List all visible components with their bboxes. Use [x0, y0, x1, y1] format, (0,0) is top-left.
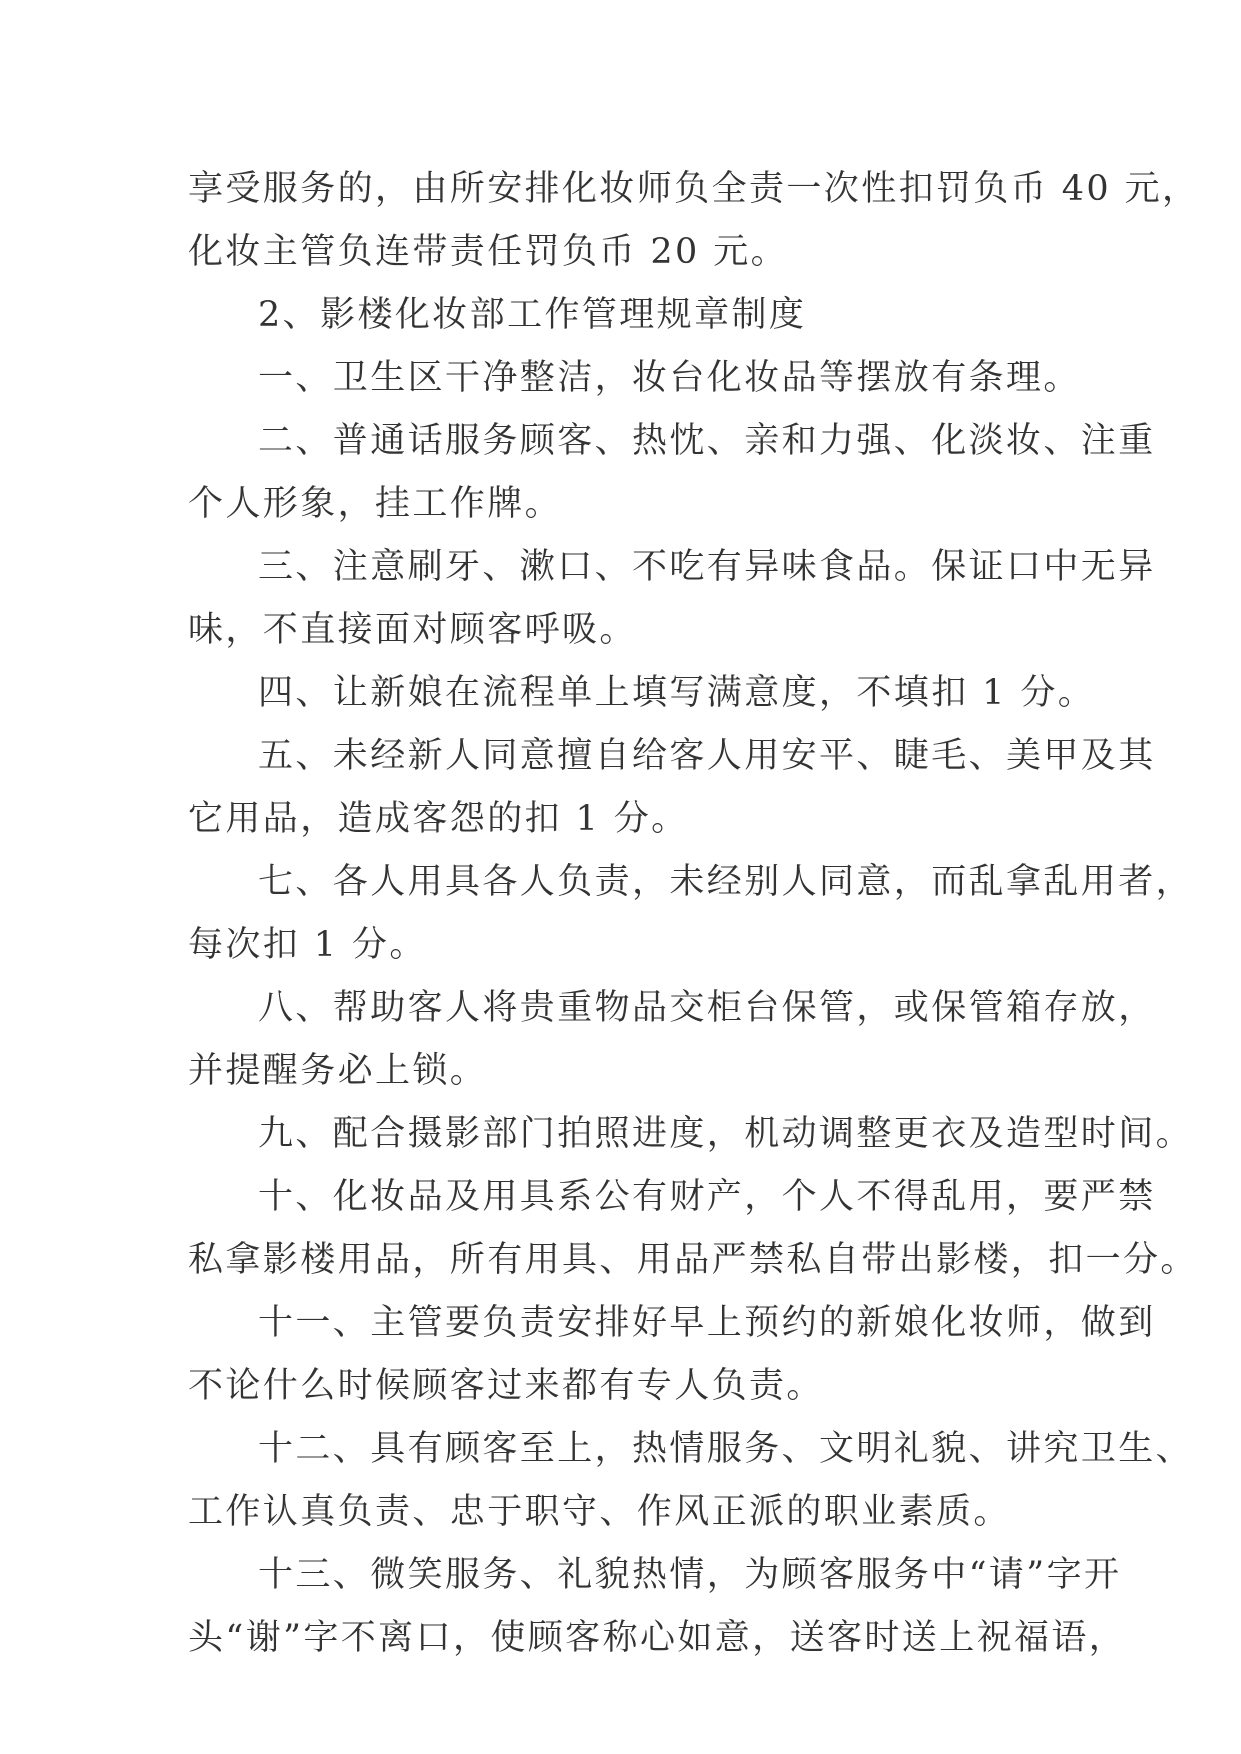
- rule-item-12: 十二、具有顾客至上，热情服务、文明礼貌、讲究卫生、: [258, 1429, 1194, 1469]
- rule-item-9: 九、配合摄影部门拍照进度，机动调整更衣及造型时间。: [258, 1114, 1194, 1154]
- rule-item-10: 十、化妆品及用具系公有财产，个人不得乱用，要严禁: [258, 1177, 1156, 1217]
- rule-item-1: 一、卫生区干净整洁，妆台化妆品等摆放有条理。: [258, 358, 1081, 398]
- rule-item-4: 四、让新娘在流程单上填写满意度，不填扣 1 分。: [258, 673, 1096, 713]
- rule-item-11: 十一、主管要负责安排好早上预约的新娘化妆师，做到: [258, 1303, 1156, 1343]
- text-line: 私拿影楼用品，所有用具、用品严禁私自带出影楼，扣一分。: [188, 1240, 1198, 1280]
- document-body: [188, 158, 1200, 1670]
- rule-item-7: 七、各人用具各人负责，未经别人同意，而乱拿乱用者，: [258, 862, 1194, 902]
- text-line: 并提醒务必上锁。: [188, 1051, 488, 1091]
- rule-item-2: 二、普通话服务顾客、热忱、亲和力强、化淡妆、注重: [258, 421, 1156, 461]
- text-line: 化妆主管负连带责任罚负币 20 元。: [188, 232, 788, 272]
- text-line: 不论什么时候顾客过来都有专人负责。: [188, 1366, 824, 1406]
- text-line: 每次扣 1 分。: [188, 925, 427, 965]
- rule-item-13: 十三、微笑服务、礼貌热情，为顾客服务中“请”字开: [258, 1555, 1122, 1595]
- text-line: 个人形象，挂工作牌。: [188, 484, 563, 524]
- rule-item-5: 五、未经新人同意擅自给客人用安平、睫毛、美甲及其: [258, 736, 1156, 776]
- text-line: 味，不直接面对顾客呼吸。: [188, 610, 637, 650]
- rule-item-3: 三、注意刷牙、漱口、不吃有异味食品。保证口中无异: [258, 547, 1156, 587]
- section-heading: 2、影楼化妆部工作管理规章制度: [258, 295, 807, 335]
- text-line: 享受服务的，由所安排化妆师负全责一次性扣罚负币 40 元，: [188, 169, 1200, 209]
- text-line: 它用品，造成客怨的扣 1 分。: [188, 799, 689, 839]
- text-line: 头“谢”字不离口，使顾客称心如意，送客时送上祝福语，: [188, 1618, 1127, 1658]
- rule-item-8: 八、帮助客人将贵重物品交柜台保管，或保管箱存放，: [258, 988, 1156, 1028]
- text-line: 工作认真负责、忠于职守、作风正派的职业素质。: [188, 1492, 1011, 1532]
